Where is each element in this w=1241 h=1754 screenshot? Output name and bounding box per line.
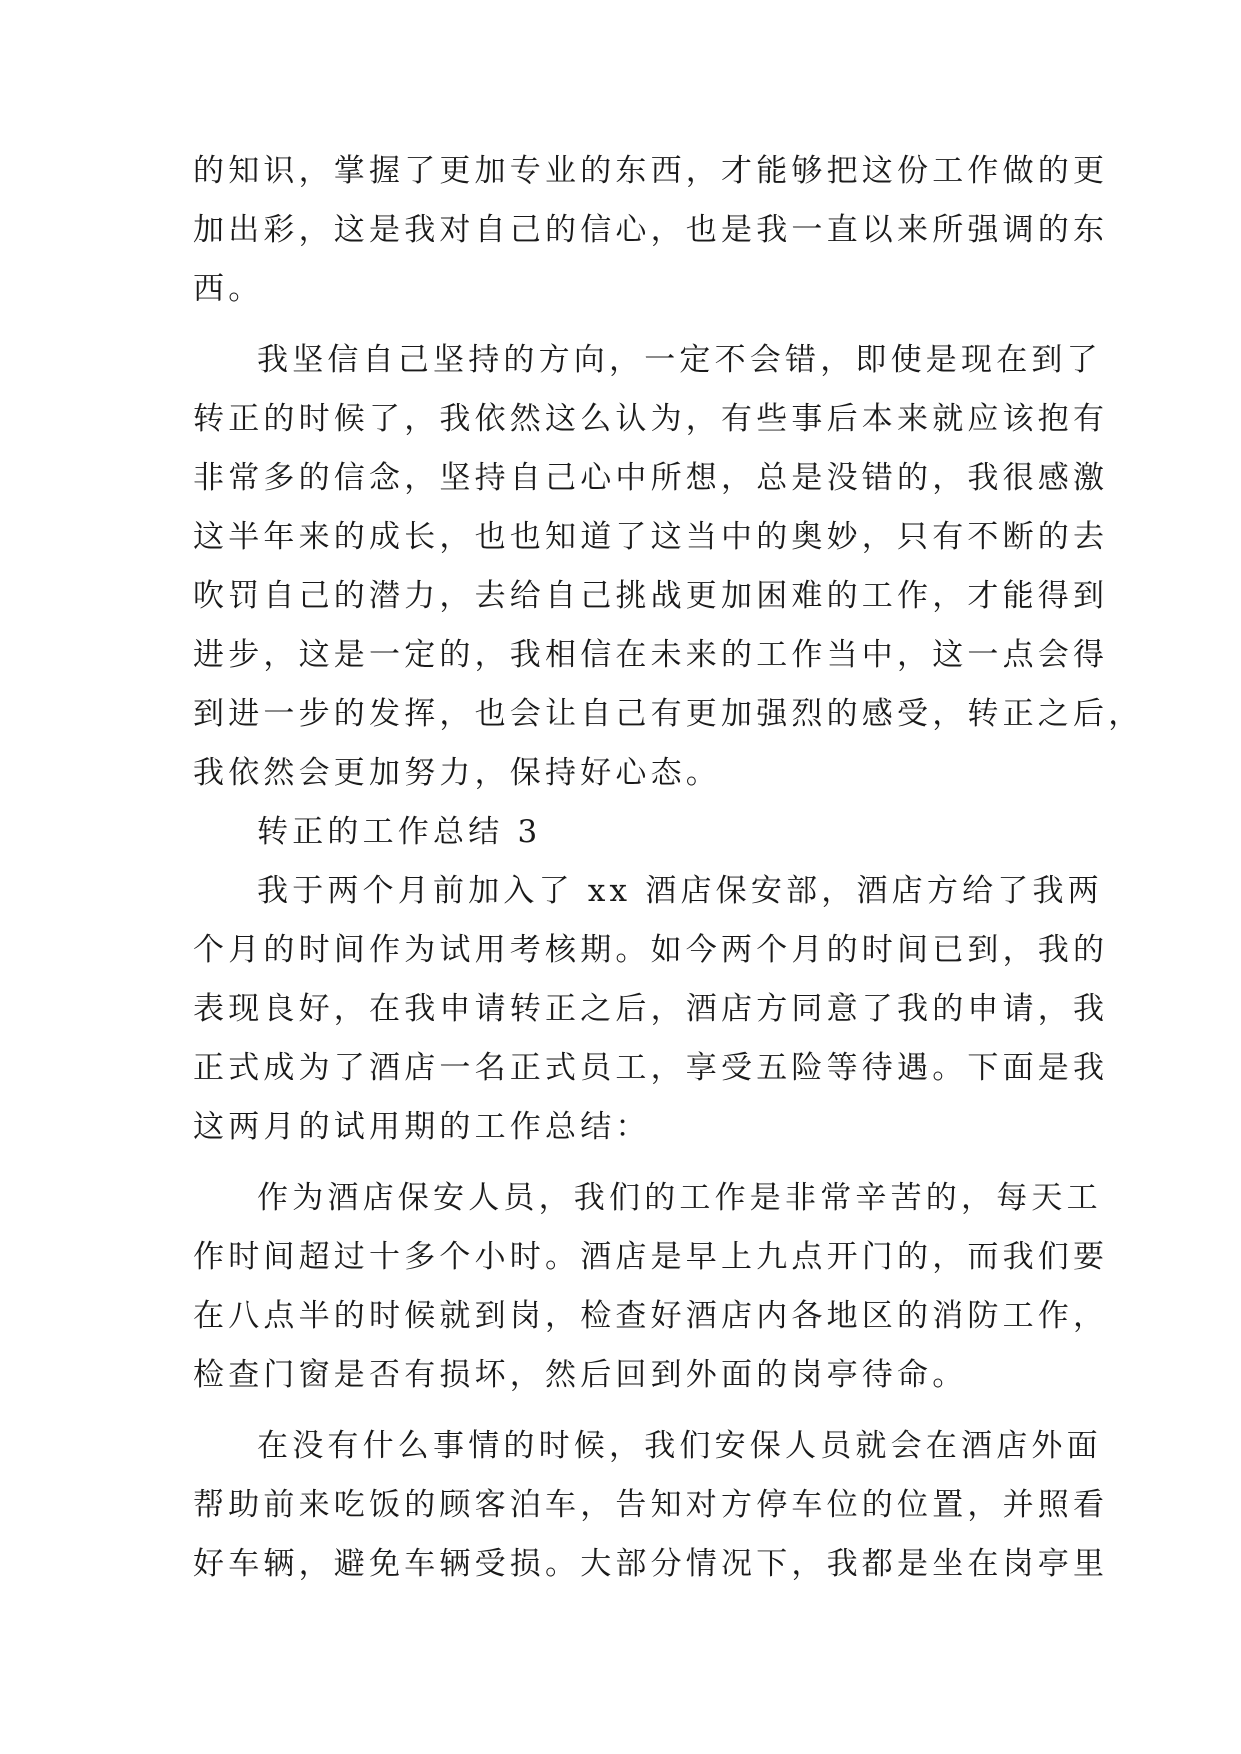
body-text-line: 表现良好，在我申请转正之后，酒店方同意了我的申请，我: [193, 991, 1109, 1027]
body-text-line: 非常多的信念，坚持自己心中所想，总是没错的，我很感激: [193, 460, 1109, 496]
body-text-line: 吹罚自己的潜力，去给自己挑战更加困难的工作，才能得到: [193, 578, 1109, 614]
paragraph-first-line: 我于两个月前加入了 xx 酒店保安部，酒店方给了我两: [257, 873, 1103, 909]
body-text-line: 这半年来的成长，也也知道了这当中的奥妙，只有不断的去: [193, 519, 1109, 555]
body-text-line: 我依然会更加努力，保持好心态。: [193, 755, 721, 791]
body-text-line: 加出彩，这是我对自己的信心，也是我一直以来所强调的东: [193, 212, 1109, 248]
body-text-line: 帮助前来吃饭的顾客泊车，告知对方停车位的位置，并照看: [193, 1487, 1109, 1523]
body-text-line: 进步，这是一定的，我相信在未来的工作当中，这一点会得: [193, 637, 1109, 673]
body-text-line: 西。: [193, 271, 264, 307]
body-text-line: 这两月的试用期的工作总结：: [193, 1109, 651, 1145]
body-text-line: 到进一步的发挥，也会让自己有更加强烈的感受，转正之后，: [193, 696, 1144, 732]
body-text-line: 个月的时间作为试用考核期。如今两个月的时间已到，我的: [193, 932, 1109, 968]
paragraph-first-line: 作为酒店保安人员，我们的工作是非常辛苦的，每天工: [257, 1180, 1102, 1216]
body-text-line: 正式成为了酒店一名正式员工，享受五险等待遇。下面是我: [193, 1050, 1109, 1086]
body-text-line: 检查门窗是否有损坏，然后回到外面的岗亭待命。: [193, 1357, 968, 1393]
body-text-line: 作时间超过十多个小时。酒店是早上九点开门的，而我们要: [193, 1239, 1109, 1275]
body-text-line: 转正的时候了，我依然这么认为，有些事后本来就应该抱有: [193, 401, 1109, 437]
body-text-line: 在八点半的时候就到岗，检查好酒店内各地区的消防工作，: [193, 1298, 1109, 1334]
body-text-line: 的知识，掌握了更加专业的东西，才能够把这份工作做的更: [193, 153, 1109, 189]
section-heading: 转正的工作总结 3: [257, 814, 542, 850]
paragraph-first-line: 在没有什么事情的时候，我们安保人员就会在酒店外面: [257, 1428, 1102, 1464]
body-text-line: 好车辆，避免车辆受损。大部分情况下，我都是坐在岗亭里: [193, 1546, 1109, 1582]
paragraph-first-line: 我坚信自己坚持的方向，一定不会错，即使是现在到了: [257, 342, 1102, 378]
